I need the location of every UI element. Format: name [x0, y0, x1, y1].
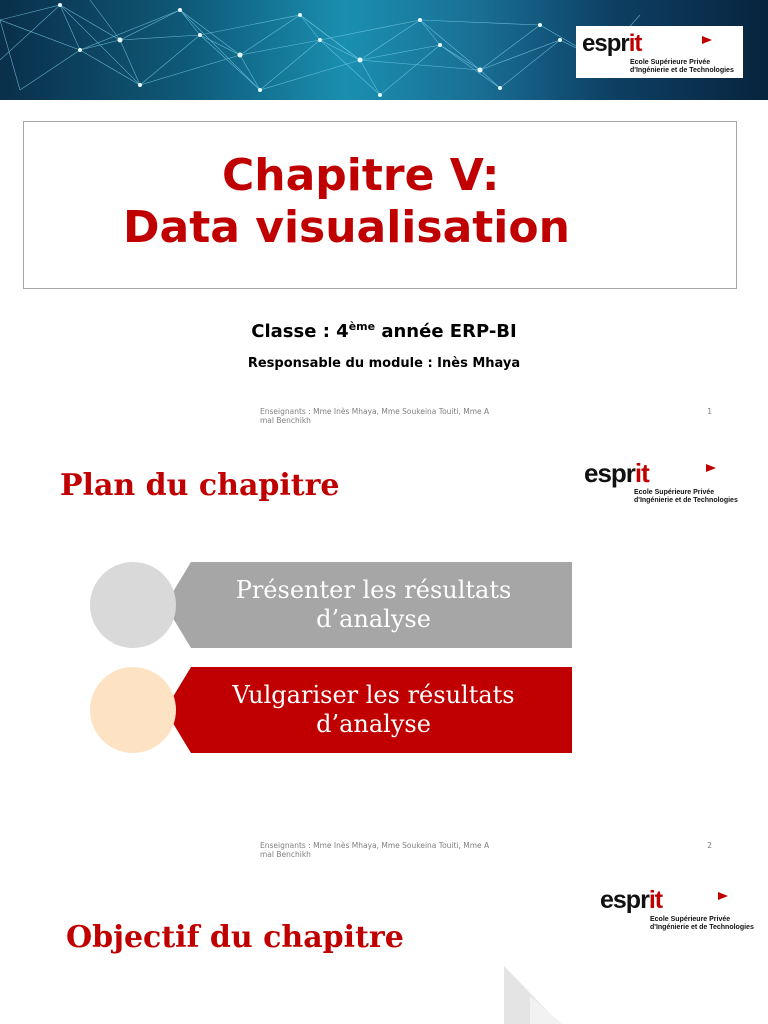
plan-item-label: [175, 667, 572, 753]
footer-line-2: mal Benchikh: [260, 850, 311, 859]
logo-tagline-2: d'Ingénierie et de Technologies: [634, 497, 738, 504]
logo-flag-icon: [718, 892, 728, 900]
slide-heading: Plan du chapitre: [60, 468, 340, 503]
logo-tagline-1: Ecole Supérieure Privée: [650, 916, 731, 923]
footer-line-1: Enseignants : Mme Inès Mhaya, Mme Soukeina Touiti, Mme A: [260, 407, 490, 416]
logo-wordmark: esprit: [600, 886, 663, 914]
slide-title-line2: Data visualisation: [123, 202, 570, 253]
esprit-logo: [576, 26, 743, 78]
page-number: 1: [707, 407, 712, 416]
plan-item-circle: [90, 562, 176, 648]
teachers-footer: [260, 841, 510, 859]
esprit-logo: [598, 884, 763, 936]
logo-wordmark: esprit: [582, 30, 642, 57]
network-banner: [0, 0, 768, 100]
page-number: 2: [707, 841, 712, 850]
plan-item-label: [175, 562, 572, 648]
slide-title-line1: Chapitre V:: [222, 150, 500, 201]
slide-1: [0, 0, 768, 440]
logo-flag-icon: [706, 464, 716, 472]
plan-item: [90, 562, 572, 648]
plan-item: [90, 667, 572, 753]
logo-wordmark: esprit: [584, 458, 649, 488]
esprit-logo: [582, 456, 752, 508]
slide-3: [0, 870, 768, 1024]
footer-line-2: mal Benchikh: [260, 416, 311, 425]
logo-tagline-2: d'Ingénierie et de Technologies: [650, 924, 754, 931]
plan-item-circle: [90, 667, 176, 753]
logo-tagline-1: Ecole Supérieure Privée: [630, 59, 711, 66]
teachers-footer: [260, 407, 510, 425]
logo-tagline-1: Ecole Supérieure Privée: [634, 489, 715, 496]
plan-item-label-line2: d’analyse: [316, 605, 431, 633]
slide-2: [0, 440, 768, 870]
class-label: Classe : 4ème année ERP-BI: [251, 320, 517, 342]
logo-tagline-2: d'Ingénierie et de Technologies: [630, 67, 734, 74]
plan-item-label-line2: d’analyse: [316, 710, 431, 738]
footer-line-1: Enseignants : Mme Inès Mhaya, Mme Soukeina Touiti, Mme A: [260, 841, 490, 850]
plan-item-label-line1: Présenter les résultats: [235, 576, 512, 604]
decorative-triangle-graphic: [500, 966, 580, 1024]
module-responsible: Responsable du module : Inès Mhaya: [247, 356, 521, 371]
plan-item-label-line1: Vulgariser les résultats: [232, 681, 515, 709]
logo-flag-icon: [702, 36, 712, 44]
slide-heading: Objectif du chapitre: [66, 920, 404, 955]
